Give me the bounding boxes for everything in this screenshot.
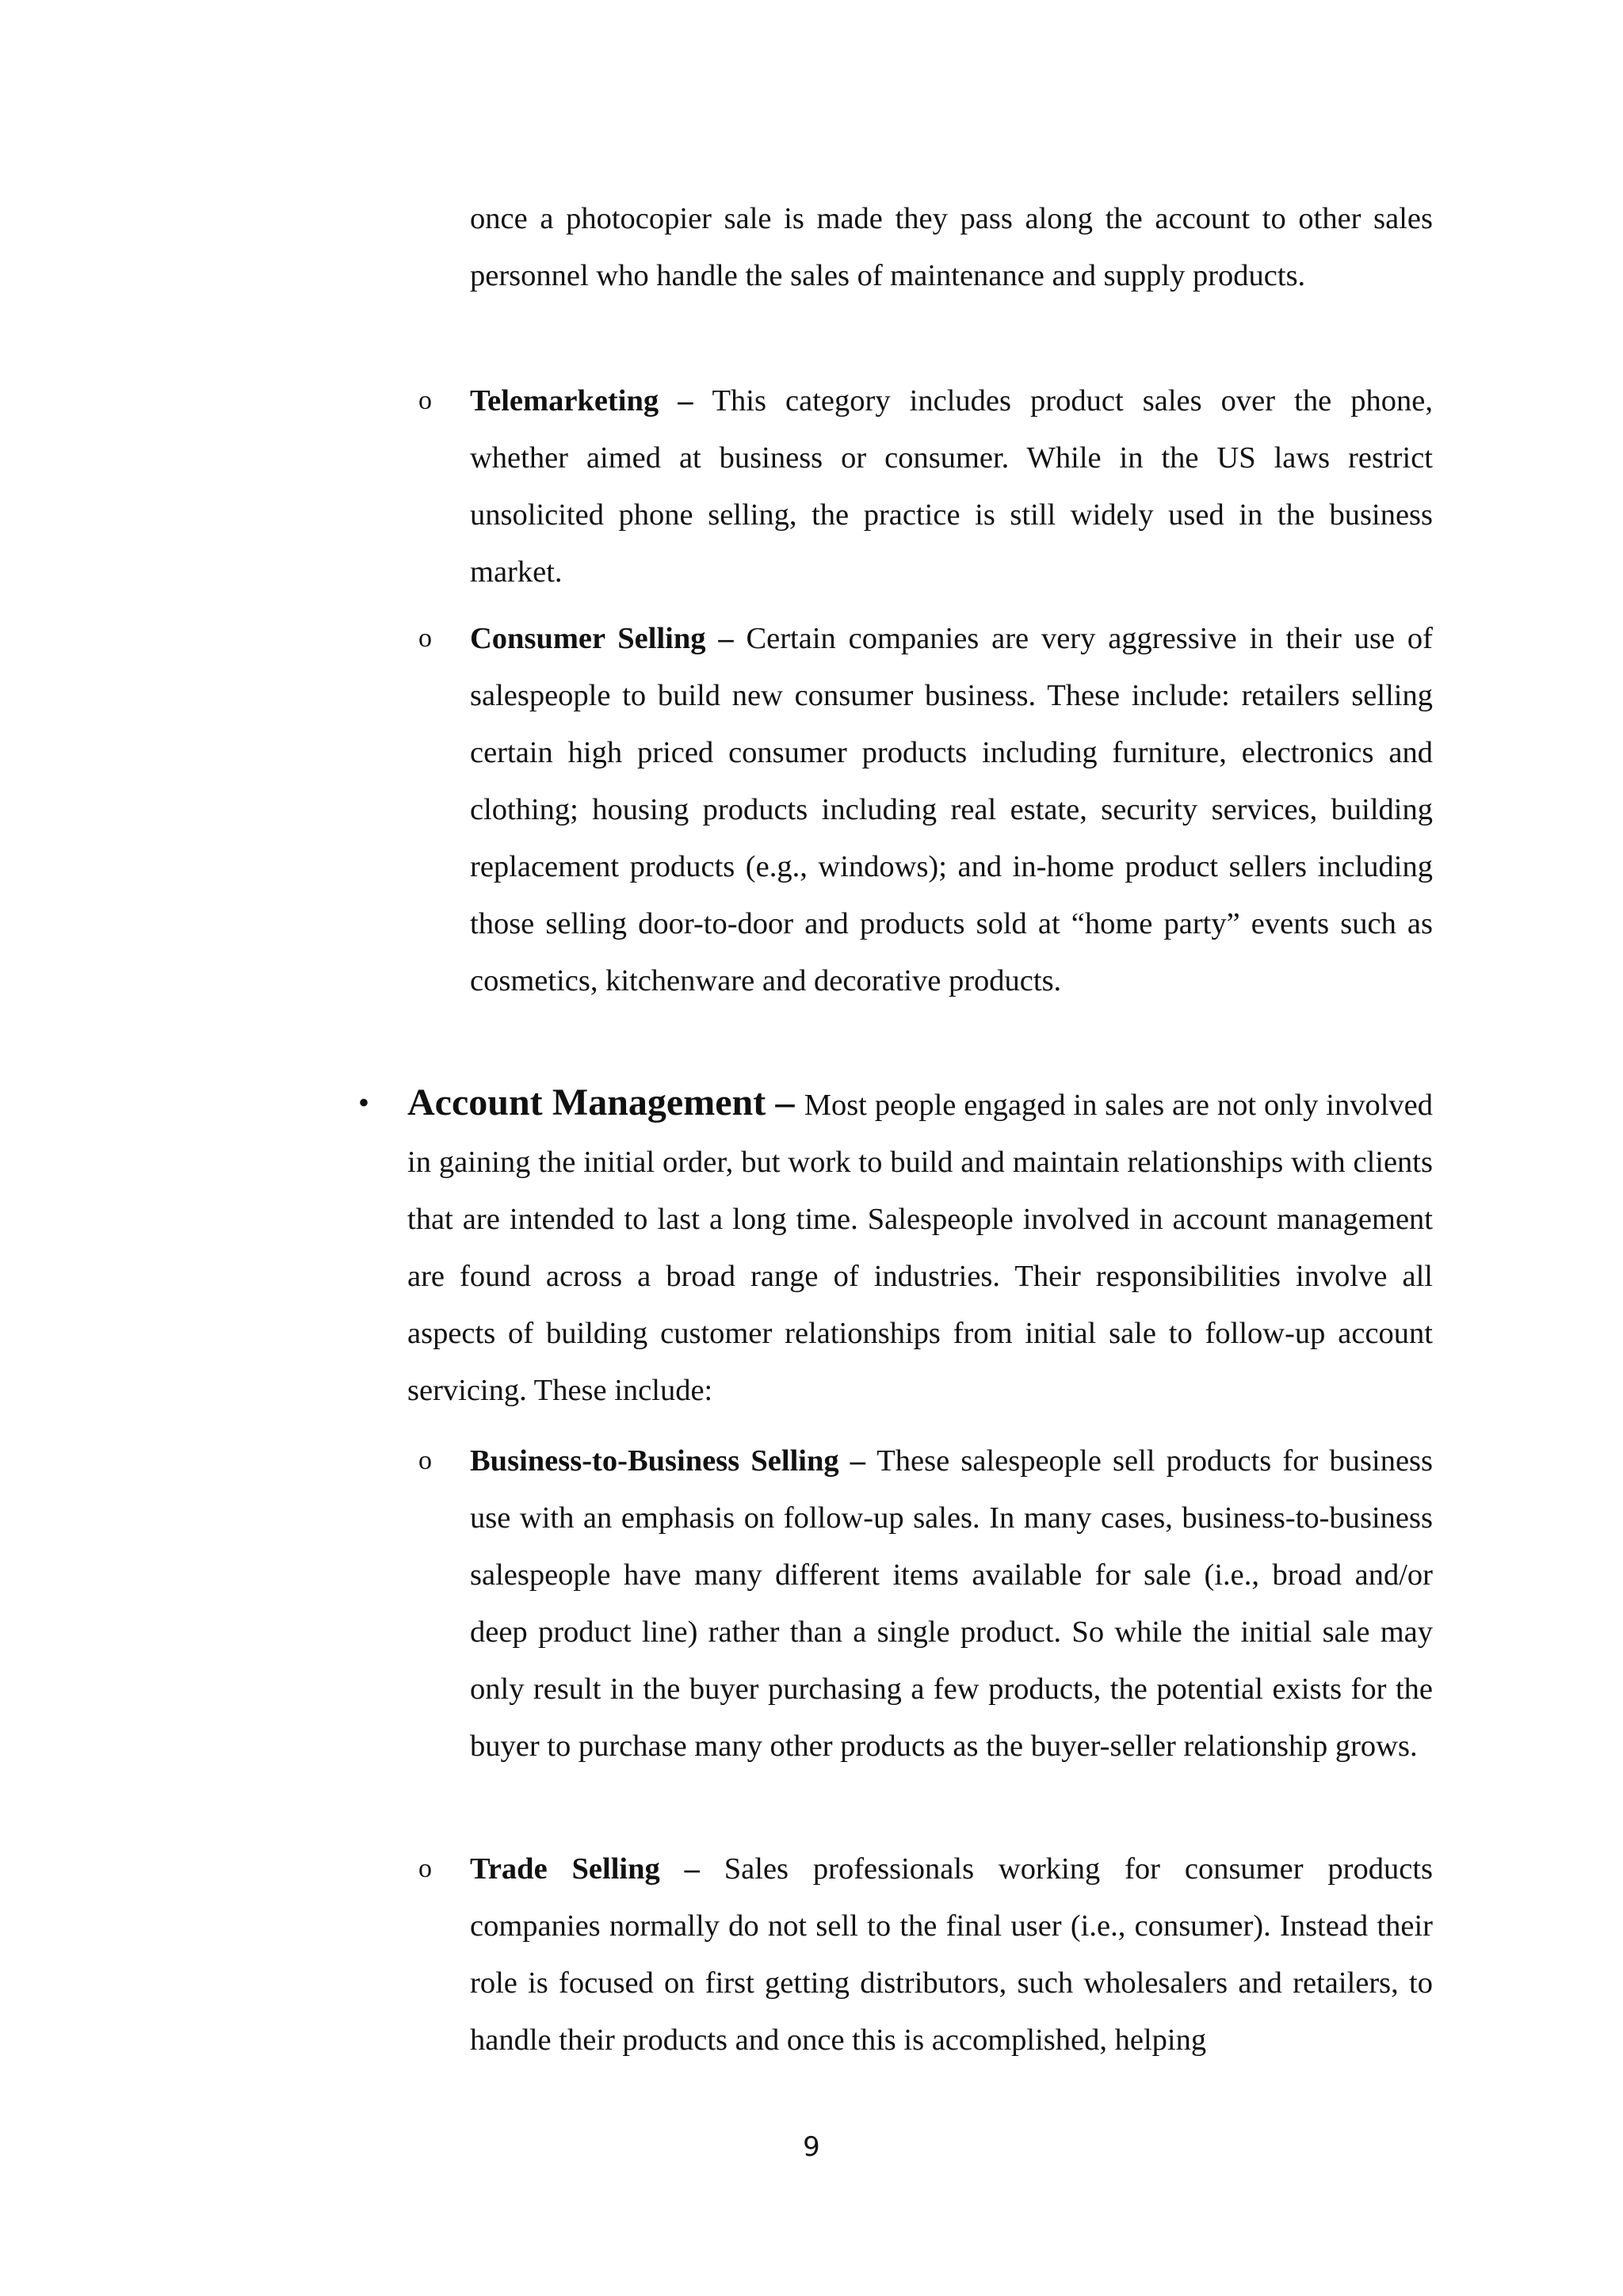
term-dash: – (766, 1081, 804, 1123)
continuation-paragraph (470, 190, 1433, 304)
list-item-telemarketing (470, 372, 1433, 601)
term-dash: – (705, 622, 747, 655)
list-item-text: Sales professionals working for consumer products companies normally do not sell to the final user (i.e., consumer). Instead their role is focused on first getting distributors, such wholesalers and retailers, to handle their products and once this is accomplished, helping (470, 1852, 1433, 2057)
list-item-term: Telemarketing (470, 384, 659, 418)
section-text: Most people engaged in sales are not only involved in gaining the initial order, but work to build and maintain relationships with clients that are intended to last a long time. Salespeople involved in account management are found across a broad range of industries. Their responsibilities involve all aspects of building customer relationships from initial sale to follow-up account servicing. These include: (407, 1089, 1434, 1407)
term-dash: – (659, 1852, 724, 1886)
list-item-account-management (407, 1074, 1433, 1419)
term-dash: – (659, 384, 712, 418)
section-term: Account Management (407, 1081, 766, 1123)
list-item-b2b-selling (470, 1432, 1433, 1775)
list-item-term: Business-to-Business Selling (470, 1444, 839, 1478)
list-item-trade-selling (470, 1840, 1433, 2069)
sub-bullet-marker: o (418, 1854, 432, 1883)
sub-bullet-marker: o (418, 386, 432, 415)
list-item-text: Certain companies are very aggressive in their use of salespeople to build new consumer business. These include: retailers selling certain high priced consumer products including furniture, electronics and clothing; housing products including real estate, security services, building replacement products (e.g., windows); and in-home product sellers including those selling door-to-door and products sold at “home party” events such as cosmetics, kitchenware and decorative products. (470, 622, 1433, 997)
page-number: 9 (803, 2131, 820, 2163)
term-dash: – (838, 1444, 877, 1478)
list-item-consumer-selling (470, 610, 1433, 1009)
list-item-text: These salespeople sell products for business use with an emphasis on follow-up sales. In many cases, business-to-business salespeople have many different items available for sale (i.e., broad and/or deep product line) rather than a single product. So while the initial sale may only result in the buyer purchasing a few products, the potential exists for the buyer to purchase many other products as the buyer-seller relationship grows. (470, 1444, 1433, 1763)
continuation-text: once a photocopier sale is made they pass along the account to other sales personnel who handle the sales of maintenance and supply products. (470, 202, 1433, 292)
list-item-term: Consumer Selling (470, 622, 706, 655)
list-item-text: This category includes product sales over the phone, whether aimed at business or consumer. While in the US laws restrict unsolicited phone selling, the practice is still widely used in the business market. (470, 384, 1433, 589)
sub-bullet-marker: o (418, 624, 432, 653)
list-item-term: Trade Selling (470, 1852, 660, 1886)
sub-bullet-marker: o (418, 1446, 432, 1475)
main-bullet-marker: • (358, 1085, 370, 1120)
